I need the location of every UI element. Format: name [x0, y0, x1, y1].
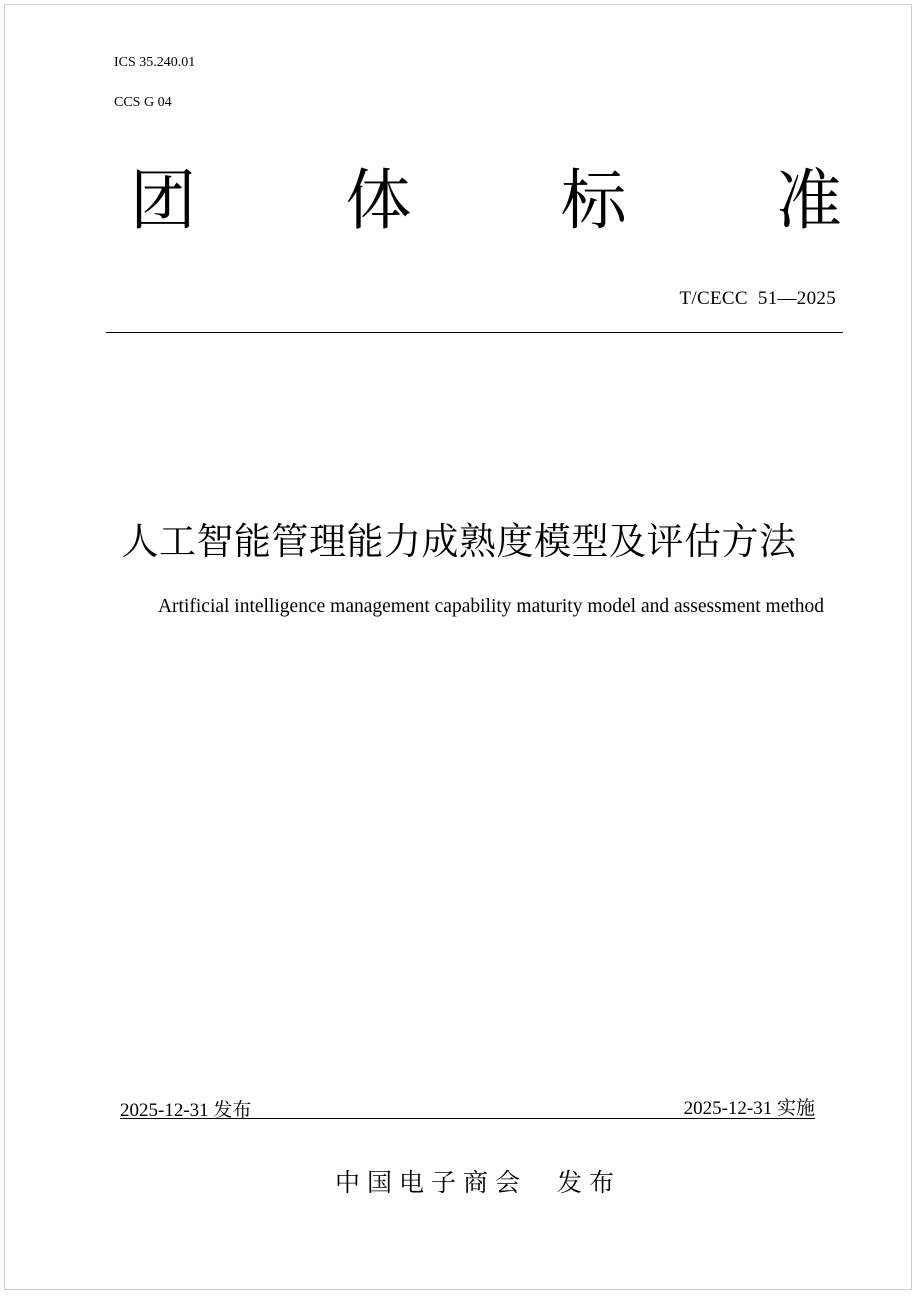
- issuer-line: [0, 1166, 918, 1200]
- standard-number: T/CECC 51—2025: [679, 288, 836, 309]
- issuer-organization: 中国电子商会: [334, 1168, 527, 1197]
- implementation-date: 2025-12-31 实施: [683, 1098, 815, 1119]
- bottom-divider: [120, 1118, 815, 1119]
- ics-code: ICS 35.240.01: [114, 55, 196, 70]
- title-english: Artificial intelligence management capability maturity model and assessment method: [157, 596, 825, 617]
- ccs-code: CCS G 04: [114, 95, 172, 110]
- issuer-action: 发布: [557, 1168, 622, 1197]
- standard-type-char: 准: [775, 162, 842, 239]
- publish-date: 2025-12-31 发布: [120, 1100, 252, 1121]
- standard-type-heading: [130, 158, 842, 244]
- title-chinese: 人工智能管理能力成熟度模型及评估方法: [121, 520, 797, 563]
- standard-type-char: 体: [345, 162, 412, 239]
- standard-type-char: 标: [560, 162, 627, 239]
- top-divider: [106, 332, 843, 333]
- standard-type-char: 团: [130, 162, 196, 239]
